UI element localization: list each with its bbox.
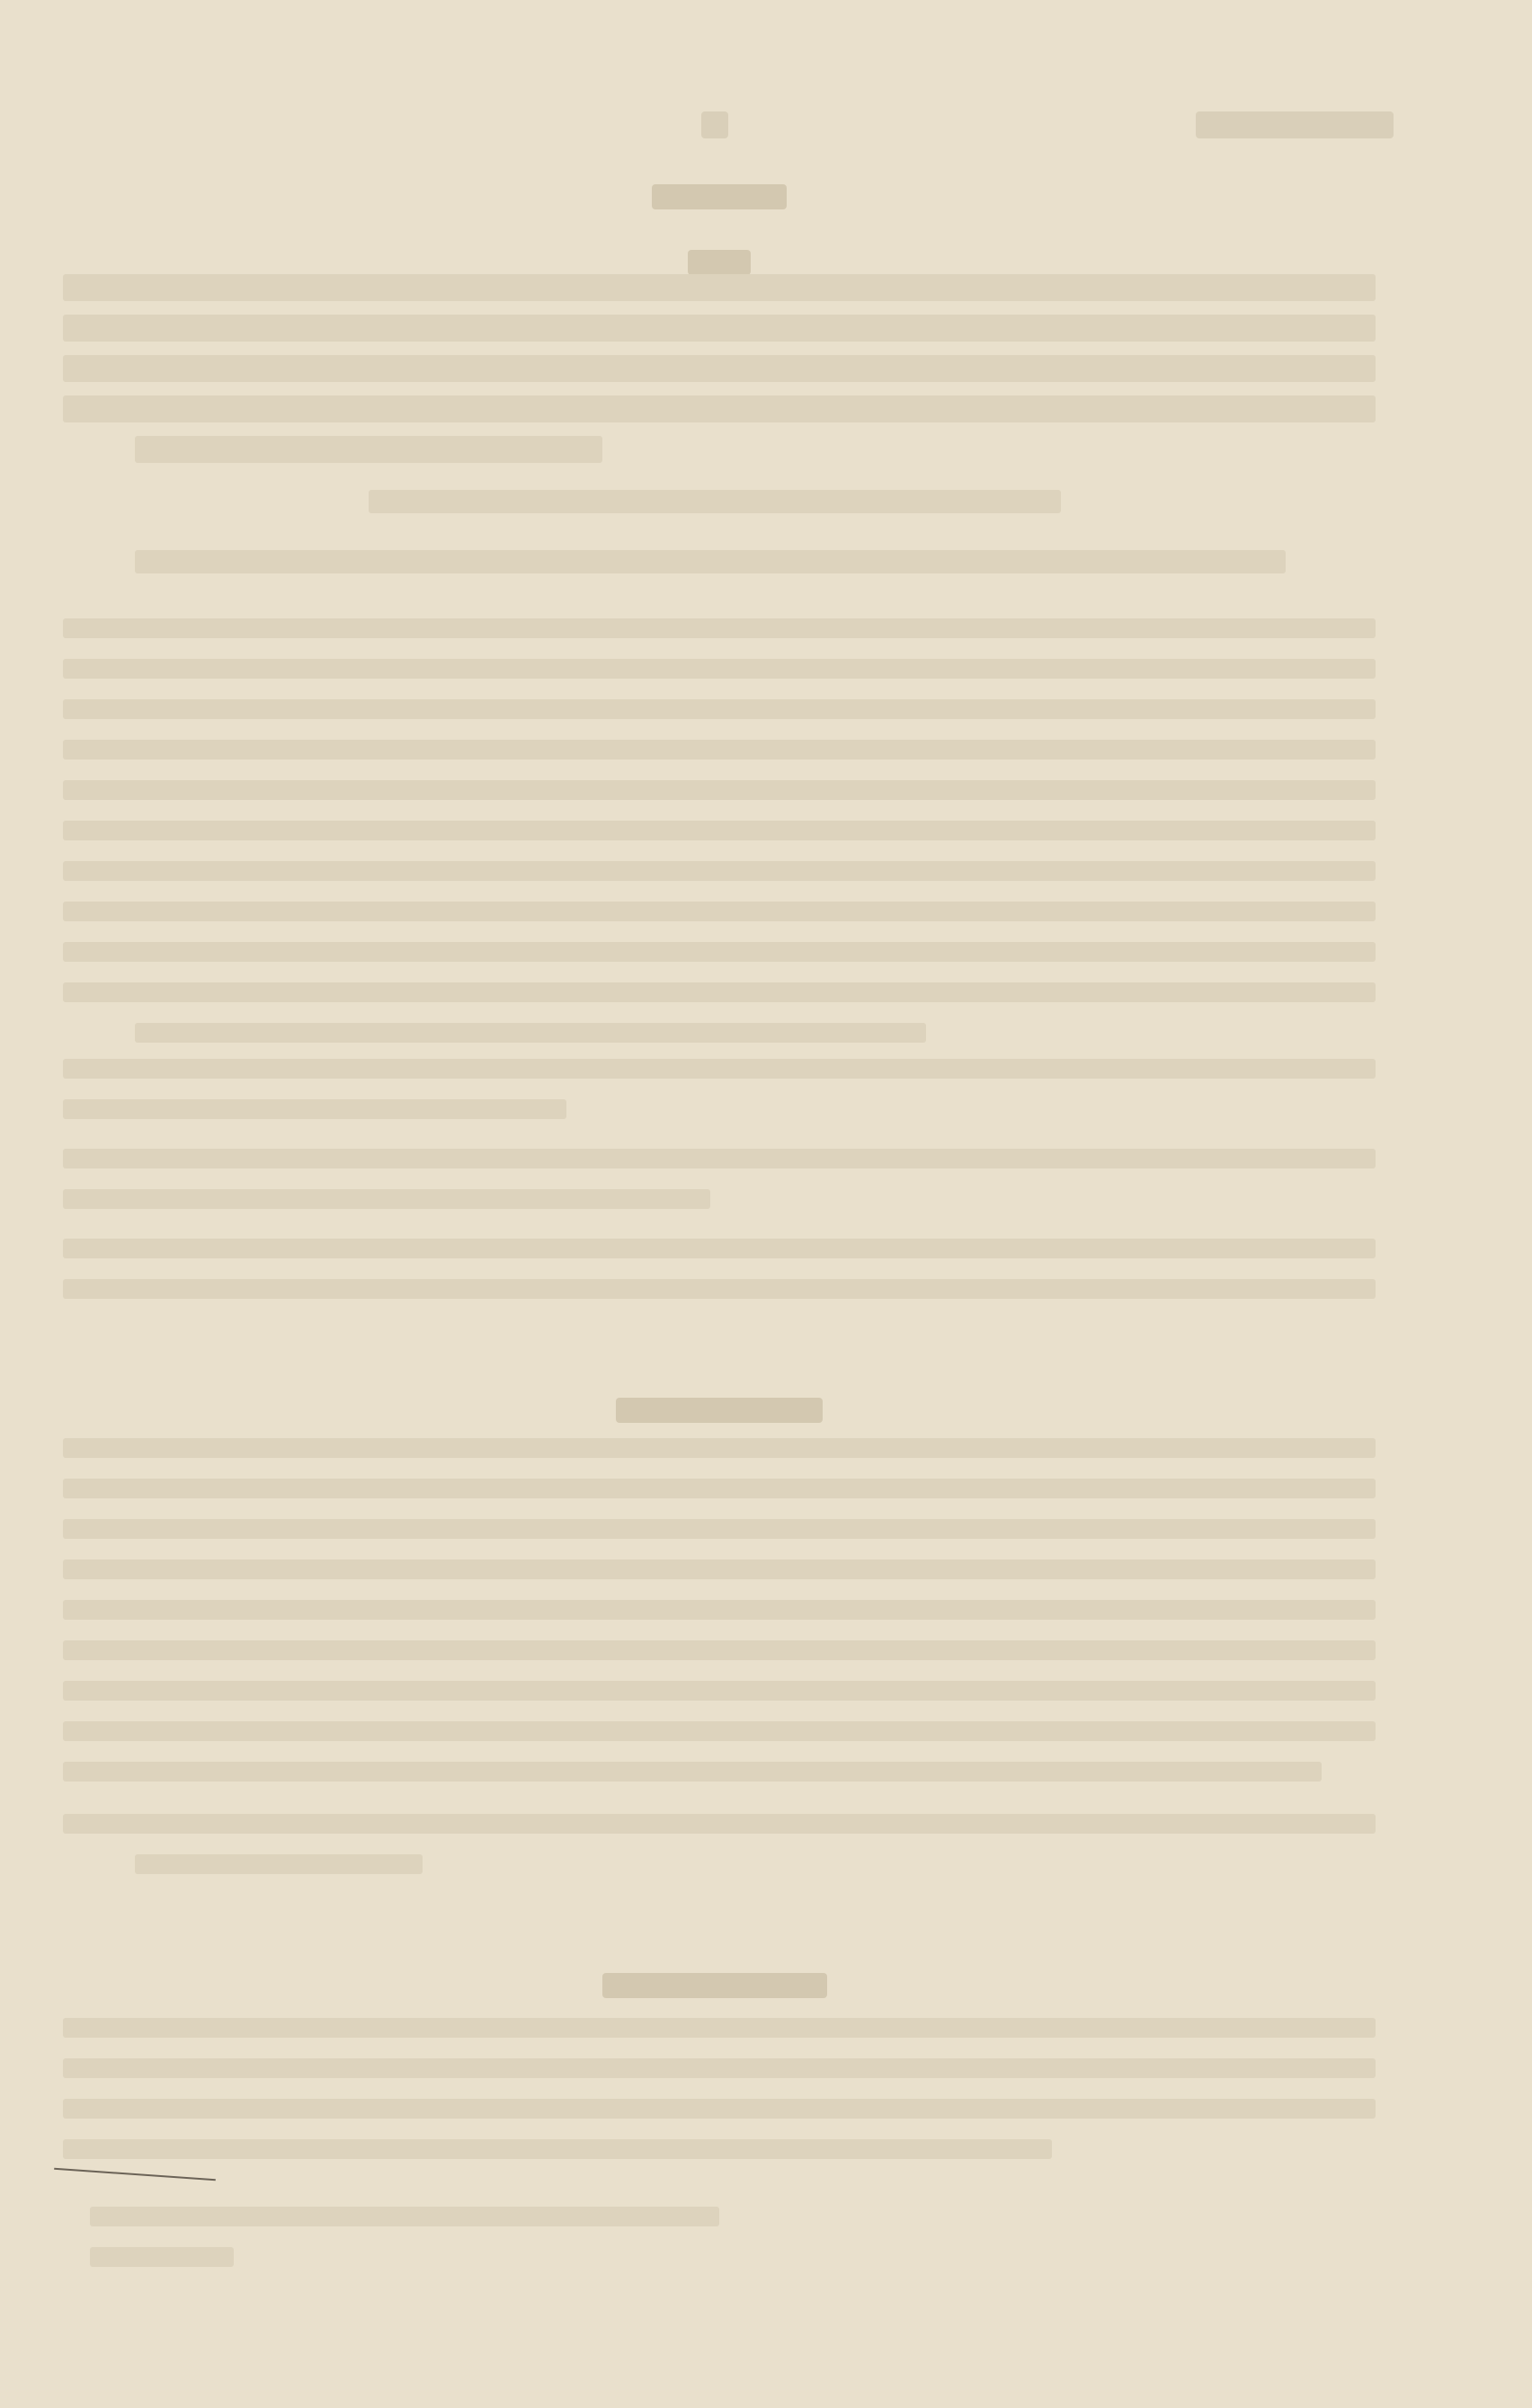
text-line [63,1189,710,1209]
signed-line-block [369,490,1061,513]
text-line [63,780,1376,800]
text-line [63,618,1376,638]
text-line [63,1559,1376,1579]
text-line [63,2099,1376,2119]
article-2-heading-block [602,1973,827,1998]
annex-heading-block [652,184,787,209]
year-heading-block [688,250,751,275]
text-line [63,942,1376,962]
text-line [63,982,1376,1002]
title-line [63,355,1376,382]
title-line [63,274,1376,301]
text-line [63,699,1376,719]
footnote-rule [54,2168,216,2181]
text-line [63,1149,1376,1168]
text-line [63,1762,1322,1782]
text-line [63,1681,1376,1701]
page-number-block [701,111,728,138]
ratification-line-block [135,550,1286,573]
text-line [135,1854,423,1874]
text-line [63,1640,1376,1660]
footnote-line [90,2207,719,2226]
text-line [63,1814,1376,1834]
text-line [63,1519,1376,1539]
text-line [135,1023,926,1043]
text-line [63,659,1376,679]
text-line [63,1600,1376,1620]
text-line [63,1721,1376,1741]
title-line [63,395,1376,422]
print-code-line [90,2247,234,2267]
title-line [135,436,602,463]
text-line [63,861,1376,881]
text-line [63,1479,1376,1498]
text-line [63,2018,1376,2038]
title-line [63,315,1376,342]
text-line [63,1099,566,1119]
text-line [63,2139,1052,2159]
text-line [63,1059,1376,1079]
text-line [63,740,1376,760]
text-line [63,1279,1376,1299]
text-line [63,1438,1376,1458]
text-line [63,2058,1376,2078]
article-1-heading-block [616,1398,823,1423]
year-number-block [1196,111,1394,138]
page-header [117,106,1379,142]
text-line [63,902,1376,921]
text-line [63,1239,1376,1258]
text-line [63,821,1376,840]
